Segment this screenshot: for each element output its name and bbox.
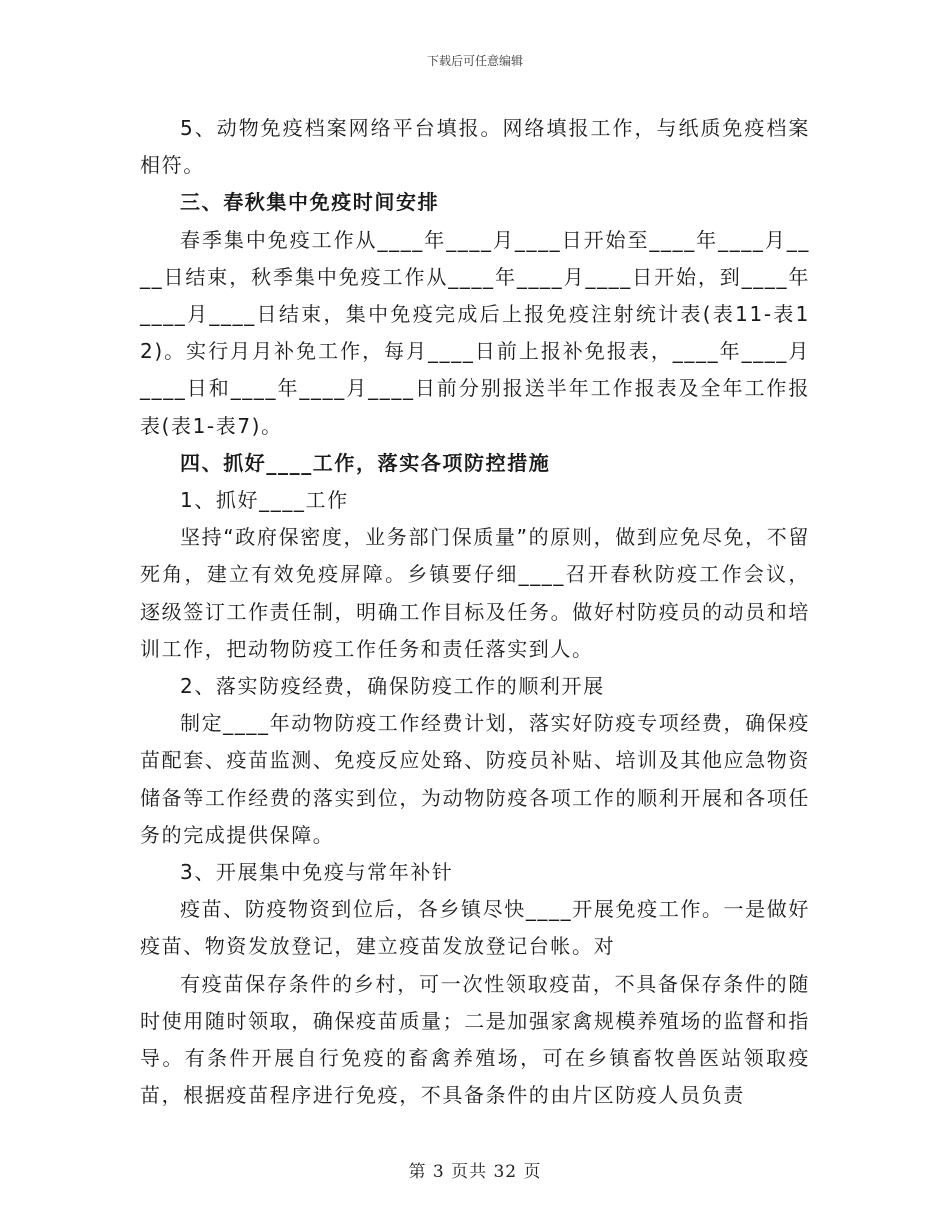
section-heading-4: 四、抓好____工作，落实各项防控措施	[180, 450, 551, 475]
paragraph-schedule: 春季集中免疫工作从____年____月____日开始至____年____月____日结束，秋季集中免疫工作从____年____月____日开始，到____年____月____日结束，集中免疫完成后上报免疫注射统计表(表11-表12)。实行月月补免工作，每月____日前上报补免报表，____年____月____日和____年____月____日前分别报送半年工作报表及全年工作报表(表1-表7)。	[140, 227, 810, 438]
document-body	[140, 110, 810, 1114]
paragraph-item-5: 5、动物免疫档案网络平台填报。网络填报工作，与纸质免疫档案相符。	[140, 116, 810, 178]
paragraph-sub-1: 坚持“政府保密度，业务部门保质量”的原则，做到应免尽免，不留死角，建立有效免疫屏障。乡镇要仔细____召开春秋防疫工作会议，逐级签订工作责任制，明确工作目标及任务。做好村防疫员的动员和培训工作，把动物防疫工作任务和责任落实到人。	[140, 525, 810, 661]
page-number: 第 3 页共 32 页	[408, 1162, 542, 1182]
paragraph-sub-2: 制定____年动物防疫工作经费计划，落实好防疫专项经费，确保疫苗配套、疫苗监测、免疫反应处臵、防疫员补贴、培训及其他应急物资储备等工作经费的落实到位，为动物防疫各项工作的顺利开展和各项任务的完成提供保障。	[140, 711, 810, 847]
page-header-note: 下载后可任意编辑	[426, 54, 523, 68]
subheading-2: 2、落实防疫经费，确保防疫工作的顺利开展	[180, 674, 605, 699]
section-heading-3: 三、春秋集中免疫时间安排	[180, 190, 440, 215]
paragraph-sub-3a: 疫苗、防疫物资到位后，各乡镇尽快____开展免疫工作。一是做好疫苗、物资发放登记，建立疫苗发放登记台帐。对	[140, 897, 810, 959]
subheading-3: 3、开展集中免疫与常年补针	[180, 860, 454, 885]
subheading-1: 1、抓好____工作	[180, 488, 349, 513]
paragraph-sub-3b: 有疫苗保存条件的乡村，可一次性领取疫苗，不具备保存条件的随时使用随时领取，确保疫苗质量；二是加强家禽规模养殖场的监督和指导。有条件开展自行免疫的畜禽养殖场，可在乡镇畜牧兽医站领取疫苗，根据疫苗程序进行免疫，不具备条件的由片区防疫人员负责	[140, 971, 810, 1108]
